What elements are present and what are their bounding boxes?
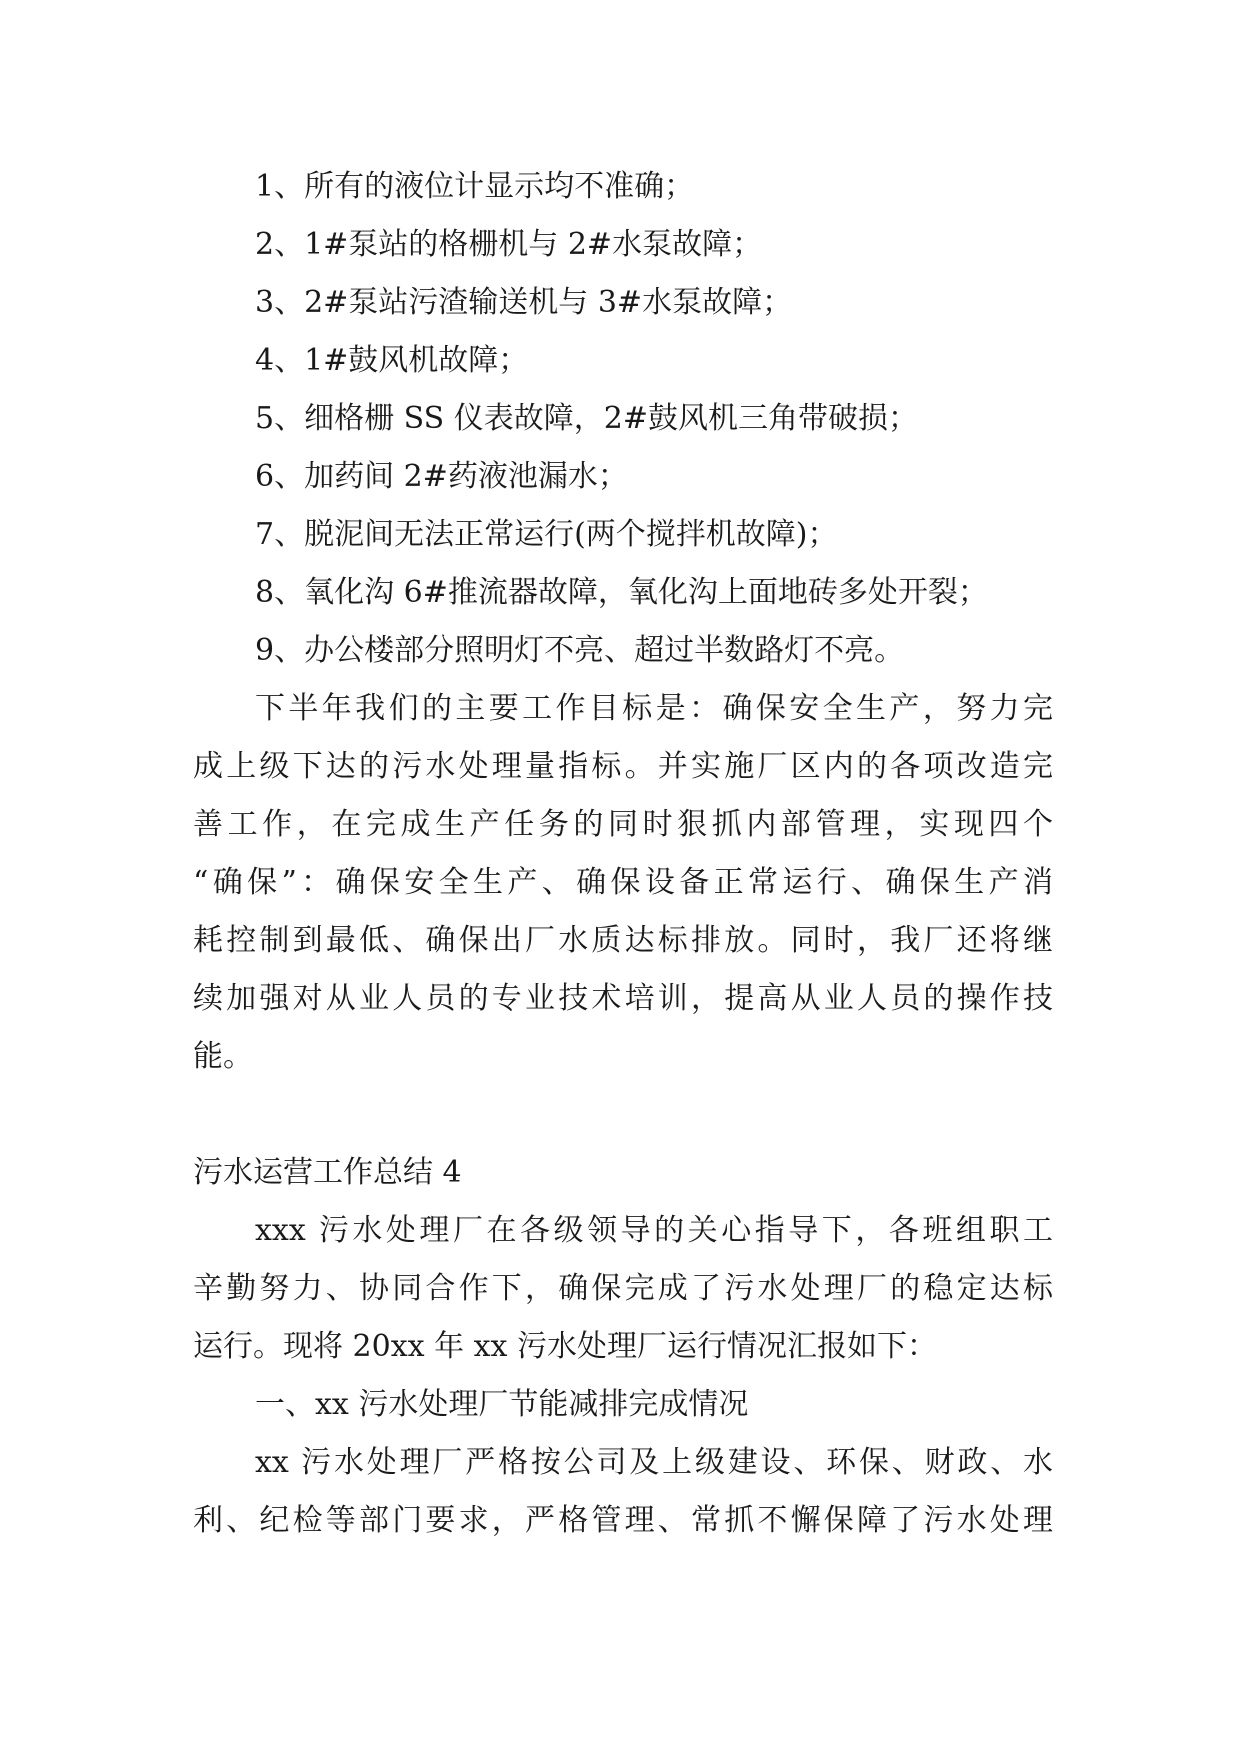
paragraph-line: 能。	[193, 1039, 253, 1074]
subheading: 一、xx 污水处理厂节能减排完成情况	[255, 1387, 749, 1422]
list-item: 1、所有的液位计显示均不准确；	[255, 169, 695, 204]
list-item: 7、脱泥间无法正常运行(两个搅拌机故障)；	[255, 517, 838, 552]
paragraph-line: 利、纪检等部门要求，严格管理、常抓不懈保障了污水处理	[193, 1503, 1053, 1538]
paragraph-line: 成上级下达的污水处理量指标。并实施厂区内的各项改造完	[193, 749, 1053, 784]
paragraph-line: xxx 污水处理厂在各级领导的关心指导下，各班组职工	[255, 1213, 1053, 1248]
section-title: 污水运营工作总结 4	[193, 1155, 462, 1190]
paragraph-line: 辛勤努力、协同合作下，确保完成了污水处理厂的稳定达标	[193, 1271, 1053, 1306]
paragraph-line: xx 污水处理厂严格按公司及上级建设、环保、财政、水	[255, 1445, 1053, 1480]
paragraph-line: 运行。现将 20xx 年 xx 污水处理厂运行情况汇报如下：	[193, 1329, 937, 1364]
paragraph-line: 善工作，在完成生产任务的同时狠抓内部管理，实现四个	[193, 807, 1053, 842]
paragraph-line: “确保”：确保安全生产、确保设备正常运行、确保生产消	[193, 865, 1053, 900]
list-item: 3、2#泵站污渣输送机与 3#水泵故障；	[255, 285, 793, 320]
paragraph-line: 续加强对从业人员的专业技术培训，提高从业人员的操作技	[193, 981, 1053, 1016]
list-item: 2、1#泵站的格栅机与 2#水泵故障；	[255, 227, 763, 262]
goal-paragraph	[193, 680, 1053, 1086]
list-item: 9、办公楼部分照明灯不亮、超过半数路灯不亮。	[255, 633, 905, 668]
body-paragraph	[193, 1434, 1053, 1550]
intro-paragraph	[193, 1202, 1053, 1376]
fault-list	[193, 158, 1053, 680]
section-spacer	[193, 1086, 1053, 1144]
paragraph-line: 耗控制到最低、确保出厂水质达标排放。同时，我厂还将继	[193, 923, 1053, 958]
list-item: 4、1#鼓风机故障；	[255, 343, 529, 378]
list-item: 5、细格栅 SS 仪表故障，2#鼓风机三角带破损；	[255, 401, 918, 436]
list-item: 8、氧化沟 6#推流器故障，氧化沟上面地砖多处开裂；	[255, 575, 988, 610]
document-body	[193, 158, 1053, 1550]
paragraph-line: 下半年我们的主要工作目标是：确保安全生产，努力完	[255, 691, 1053, 726]
list-item: 6、加药间 2#药液池漏水；	[255, 459, 628, 494]
